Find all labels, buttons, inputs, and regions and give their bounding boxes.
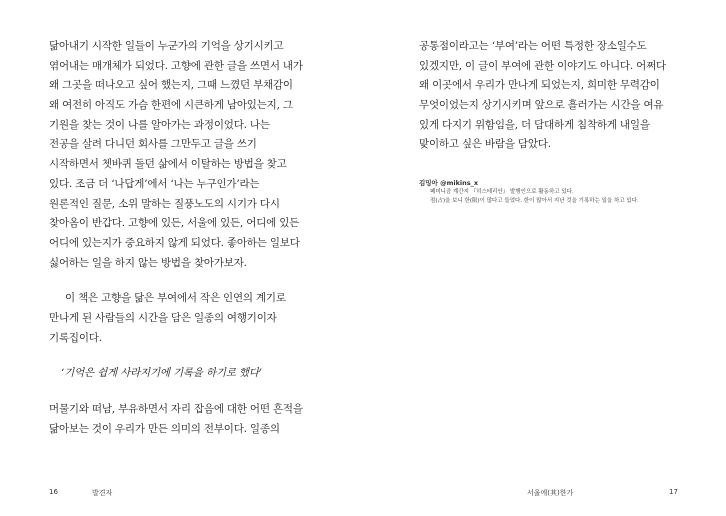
running-head: 발견자	[92, 489, 113, 497]
paragraph-gap	[49, 384, 319, 400]
pull-quote	[49, 364, 319, 384]
text-line: 머물기와 떠남, 부유하면서 자리 잡음에 대한 어떤 흔적을	[49, 403, 303, 415]
text-line: 원론적인 질문, 소위 말하는 질풍노도의 시기가 다시	[49, 197, 280, 210]
text-line: 왜 이곳에서 우리가 만나게 되었는지, 희미한 무력감이	[419, 79, 660, 92]
left-body-text	[49, 37, 319, 439]
text-line: 닮아보는 것이 우리가 만든 의미의 전부이다. 일종의	[49, 422, 280, 435]
page-number: 16	[49, 488, 58, 496]
page-number: 17	[669, 488, 678, 496]
text-line: 왜 그곳을 떠나오고 싶어 했는지, 그때 느꼈던 부채감이	[49, 79, 293, 92]
text-line: 이 책은 고향을 닮은 부여에서 작은 인연의 계기로	[65, 292, 286, 305]
text-line: 전공을 살려 다니던 회사를 그만두고 글을 쓰기	[49, 138, 257, 151]
text-line: 엮어내는 매개체가 되었다. 고향에 관한 글을 쓰면서 내가	[49, 59, 303, 72]
right-page	[363, 0, 726, 516]
paragraph-2	[49, 289, 319, 348]
text-line: 있겠지만, 이 글이 부여에 관한 이야기도 아니다. 어쩌다	[419, 59, 666, 72]
paragraph-1	[49, 37, 319, 273]
author-name: 김밍아 @mikins_x	[419, 179, 479, 187]
text-line: 공통점이라고는 ‘부여’라는 어떤 특정한 장소일수도	[419, 40, 647, 52]
paragraph-3	[49, 400, 319, 439]
text-line: 맞이하고 싶은 바람을 담았다.	[419, 138, 551, 151]
text-line: 시작하면서 쳇바퀴 돌던 삶에서 이탈하는 방법을 찾고	[49, 158, 287, 171]
author-bio-line: 페미니즘 계간지 『히스테리안』 발행인으로 활동하고 있다.	[430, 189, 574, 195]
quote-line: ‘기억은 쉽게 사라지기에 기록을 하기로 했다’	[61, 367, 262, 380]
author-bio-block	[419, 178, 709, 206]
text-line: 무엇이었는지 상기시키며 앞으로 흘러가는 시간을 여유	[419, 99, 664, 112]
text-line: 있다. 조금 더 ‘나답게’에서 ‘나는 누구인가’라는	[49, 177, 260, 190]
text-line: 왜 여전히 아직도 가슴 한편에 시큰하게 남아있는지, 그	[49, 99, 293, 112]
right-body-text	[419, 37, 701, 155]
text-line: 싫어하는 일을 하지 않는 방법을 찾아가보자.	[49, 256, 247, 269]
author-bio-line: 점(占)을 보니 한(限)이 많다고 들었다. 한이 많아서 지난 것을 기록하는 일을 하고 있다.	[430, 198, 639, 204]
paragraph-gap	[49, 273, 319, 289]
text-line: 만나게 된 사람들의 시간을 담은 일종의 여행기이자	[49, 311, 277, 324]
text-line: 있게 다지기 위함임을, 더 담대하게 침착하게 내일을	[419, 118, 650, 131]
running-head: 서울에(其)한가	[527, 489, 574, 497]
text-line: 찾아옴이 반갑다. 고향에 있든, 서울에 있든, 어디에 있든	[49, 217, 300, 230]
text-line: 어디에 있는지가 중요하지 않게 되었다. 좋아하는 일보다	[49, 236, 300, 249]
text-line: 기록집이다.	[49, 331, 102, 344]
paragraph-gap	[49, 348, 319, 364]
text-line: 닮아내기 시작한 일들이 누군가의 기억을 상기시키고	[49, 40, 284, 52]
text-line: 기원을 찾는 것이 나를 알아가는 과정이었다. 나는	[49, 118, 270, 131]
